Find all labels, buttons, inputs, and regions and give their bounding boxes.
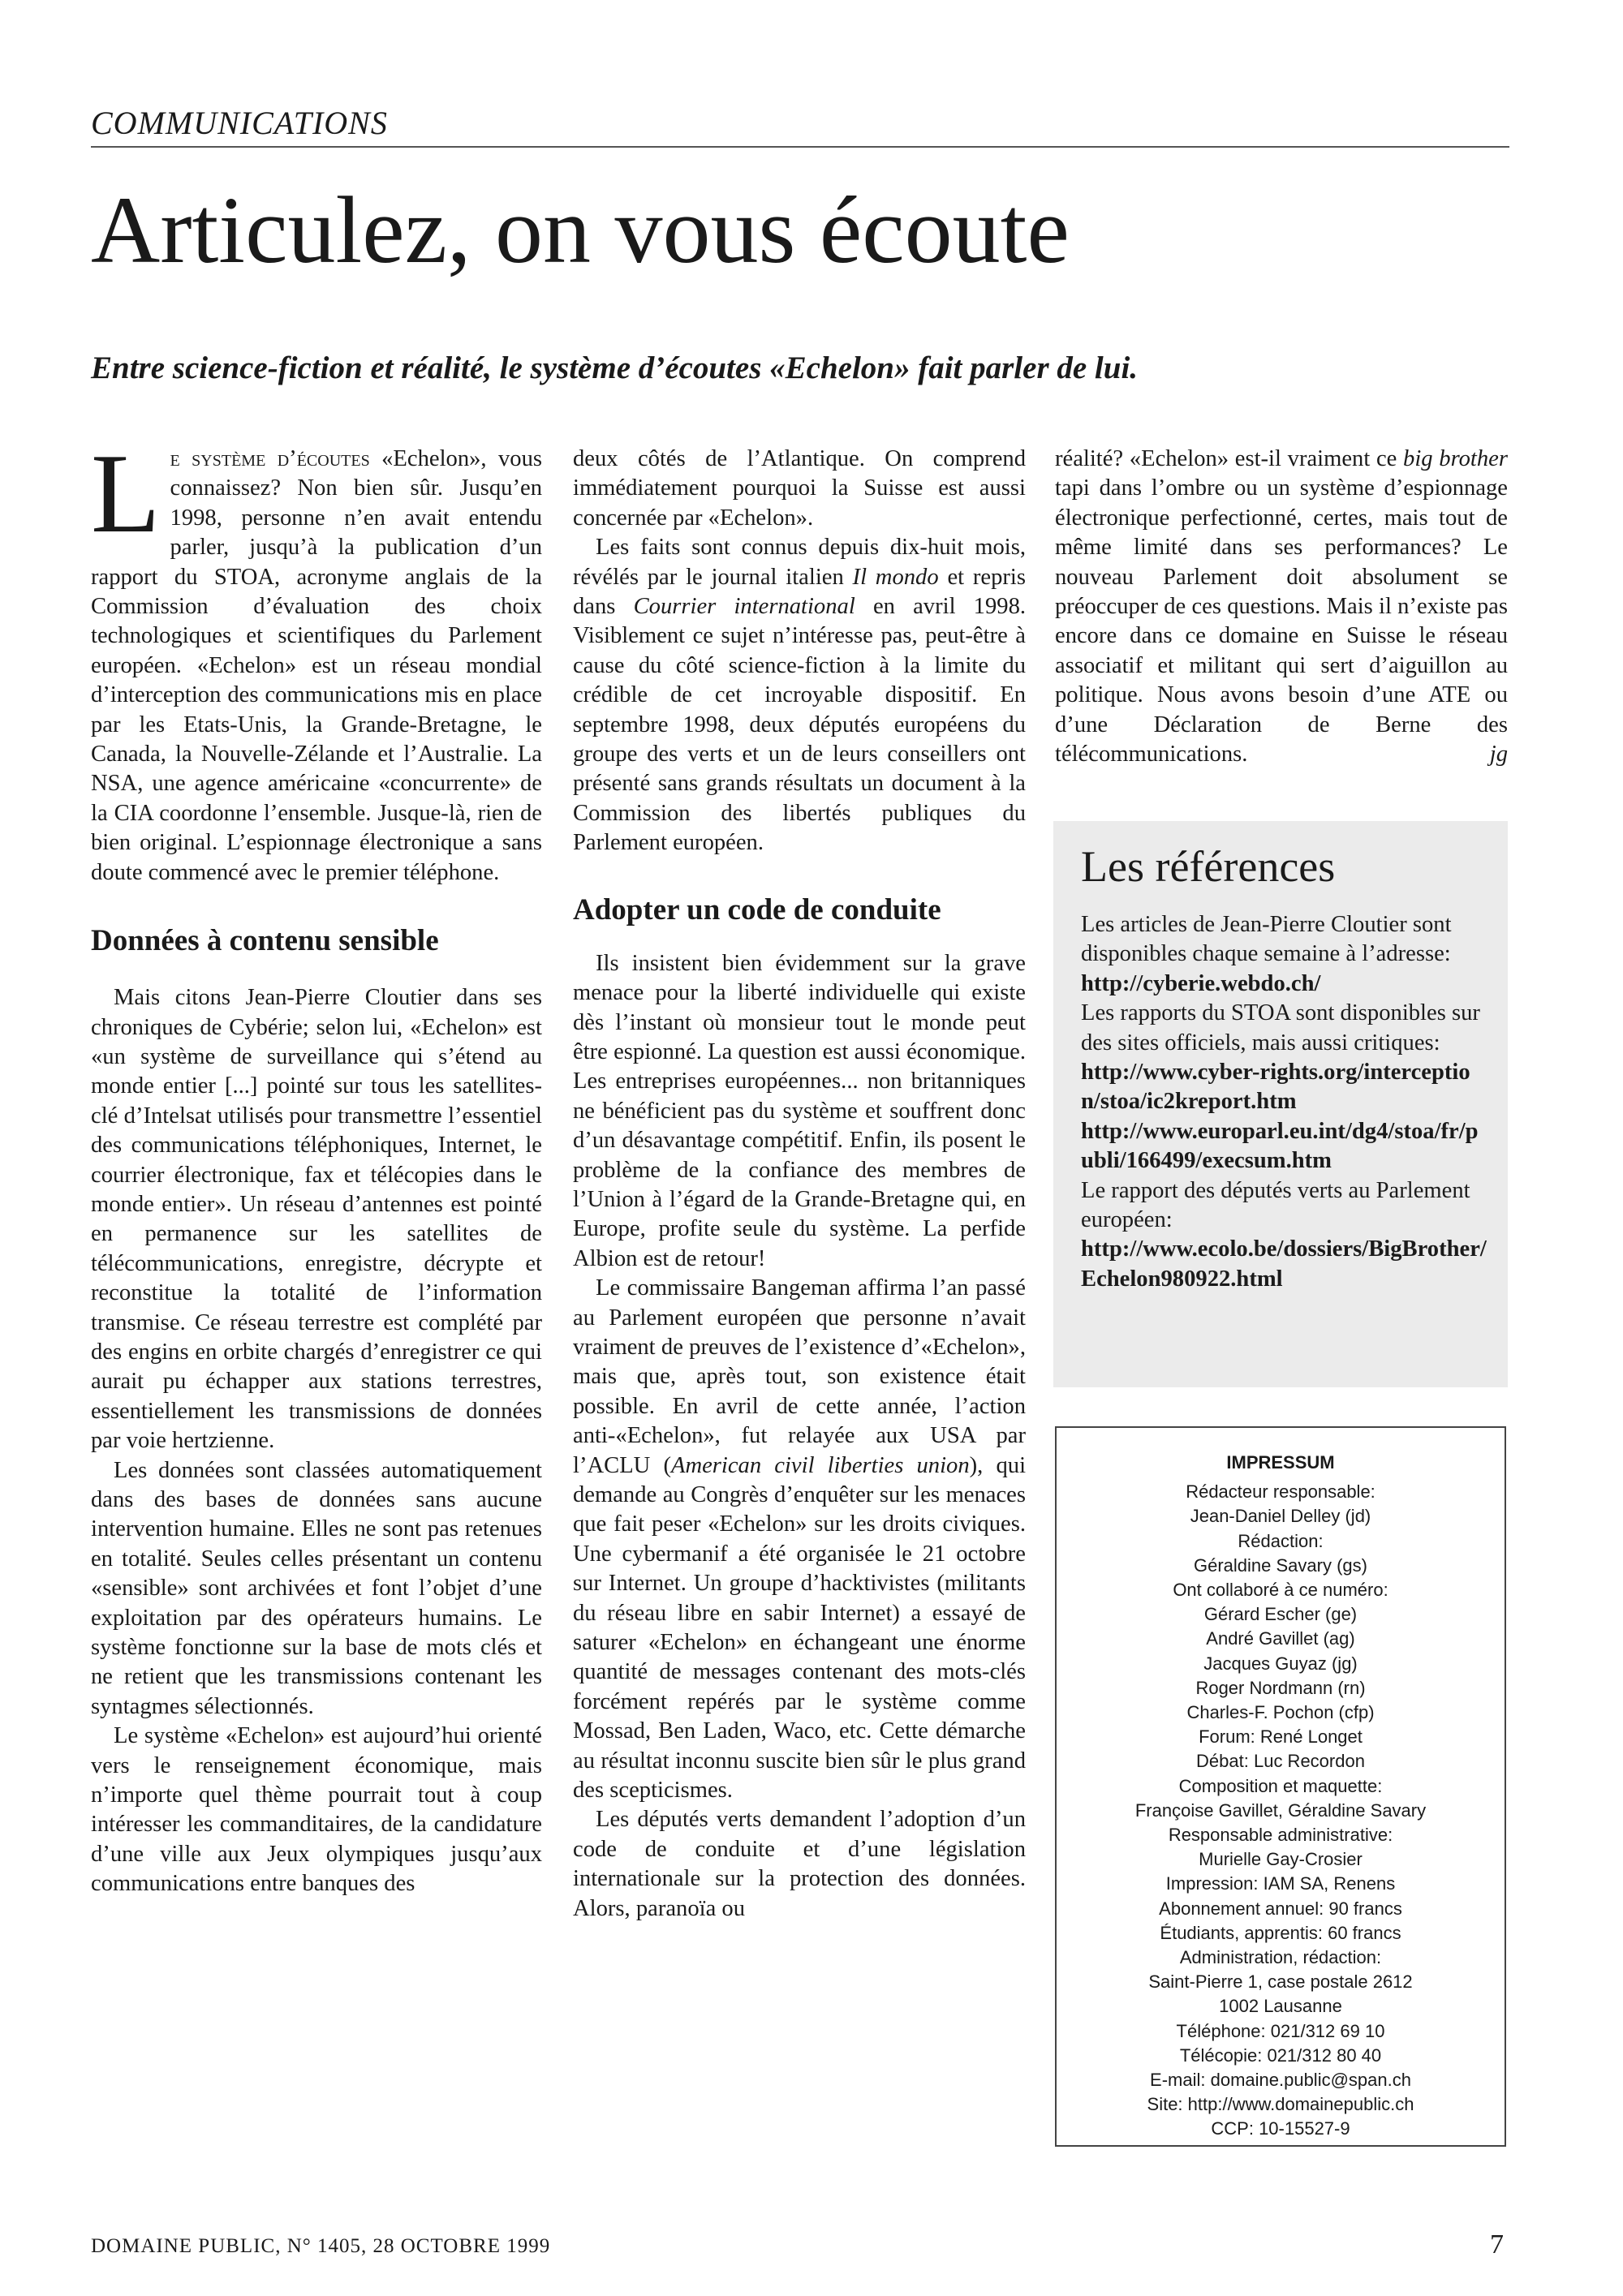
impressum-line: Charles-F. Pochon (cfp) [1186,1702,1375,1723]
impressum-line: Roger Nordmann (rn) [1195,1677,1366,1698]
impressum-line: André Gavillet (ag) [1206,1628,1355,1649]
impressum-line: Impression: IAM SA, Renens [1165,1873,1396,1894]
impressum-line: Téléphone: 021/312 69 10 [1176,2020,1385,2041]
impressum-line: Télécopie: 021/312 80 40 [1179,2044,1382,2066]
subheading: Adopter un code de conduite [573,892,941,927]
impressum-line: Murielle Gay-Crosier [1199,1849,1363,1870]
impressum-heading: IMPRESSUM [1226,1452,1335,1473]
references-text: Les rapports du STOA sont disponibles sur des sites officiels, mais aussi critiques: [1081,1000,1480,1056]
column-3 [1055,445,1508,769]
paragraph: Le commissaire Bangeman affirma l’an passé au Parlement européen que personne n’avait vraiment de preuves de l’existence d’«Echelon», mais que, après tout, son existence était possible. En avril de cette année, l’action anti-«Echelon», fut relayée aux USA par l’ACLU (American civil liberties union), qui demande au Congrès d’enquêter sur les menaces que fait peser «Echelon» sur les droits civiques. Une cybermanif a été organisée le 21 octobre sur Internet. Un groupe d’hacktivistes (militants du réseau libre en sabir Internet) a essayé de saturer «Echelon» en échangeant une énorme quantité de messages contenant des mots-clés forcément repérés par le système comme Mossad, Ben Laden, Waco, etc. Cette démarche au résultat inconnu suscite bien sûr le plus grand des scepticismes. [573,1275,1027,1804]
references-title: Les références [1081,842,1336,891]
paragraph: deux côtés de l’Atlantique. On comprend immédiatement pourquoi la Suisse est aussi concernée par «Echelon». [573,446,1026,531]
impressum-line: Abonnement annuel: 90 francs [1159,1898,1402,1919]
reference-link[interactable]: http://cyberie.webdo.ch/ [1081,970,1321,996]
references-box [1053,821,1508,1387]
section-label: COMMUNICATIONS [91,105,388,141]
reference-link[interactable]: http://www.ecolo.be/dossiers/BigBrother/Echelon980922.html [1081,1236,1487,1292]
references-text: Les articles de Jean-Pierre Cloutier sont disponibles chaque semaine à l’adresse: [1081,912,1452,967]
impressum-line: Rédacteur responsable: [1186,1481,1375,1503]
impressum-line: Gérard Escher (ge) [1203,1604,1358,1625]
impressum-line: Saint-Pierre 1, case postale 2612 [1148,1971,1413,1993]
lead-in: e système d’écoutes [170,446,370,471]
impressum-line: Composition et maquette: [1178,1775,1383,1796]
paragraph: Les députés verts demandent l’adoption d’un code de conduite et d’une législation internationale sur la protection des données. Alors, paranoïa ou [573,1807,1026,1921]
impressum-line: Rédaction: [1238,1530,1324,1551]
impressum-line: 1002 Lausanne [1219,1996,1342,2017]
footer-publication: DOMAINE PUBLIC, N° 1405, 28 OCTOBRE 1999 [91,2235,551,2257]
paragraph: réalité? «Echelon» est-il vraiment ce big brother tapi dans l’ombre ou un système d’espionnage électronique perfectionné, certes, mais tout de même limité dans ses performances? Le nouveau Parlement doit absolument se préoccuper de ces questions. Mais il n’existe pas encore dans ce domaine en Suisse le réseau associatif et militant qui sert d’aiguillon au politique. Nous avons besoin d’une ATE ou d’une Déclaration de Berne des télécommunications. jg [1055,445,1508,769]
references-text: Le rapport des députés verts au Parlement européen: [1081,1177,1470,1233]
impressum-box [1055,1426,1506,2147]
paragraph: Le système «Echelon» est aujourd’hui orienté vers le renseignement économique, mais n’importe quel thème pourrait tout à coup intéresser les commanditaires, de la candidature d’une ville aux Jeux olympiques jusqu’aux communications entre banques des [91,1723,542,1897]
paragraph: Les données sont classées automatiquement dans des bases de données sans aucune intervention humaine. Elles ne sont pas retenues en totalité. Seules celles présentant un contenu «sensible» sont archivées et font l’objet d’une exploitation par des opérateurs humains. Le système fonctionne sur la base de mots clés et ne retient que les transmissions contenant les syntagmes sélectionnés. [91,1457,542,1719]
impressum-line: Forum: René Longet [1199,1726,1363,1748]
column-1 [91,431,542,1899]
header-rule [91,146,1509,148]
impressum-line: Étudiants, apprentis: 60 francs [1160,1922,1401,1943]
impressum-line[interactable]: Site: http://www.domainepublic.ch [1147,2094,1414,2115]
subheading: Données à contenu sensible [91,924,439,958]
impressum-line: Débat: Luc Recordon [1196,1751,1365,1772]
article-lead: Entre science-fiction et réalité, le système d’écoutes «Echelon» fait parler de lui. [91,350,1139,385]
drop-cap: L [91,431,161,557]
paragraph: Les faits sont connus depuis dix-huit mois, révélés par le journal italien Il mondo et repris dans Courrier international en avril 1998. Visiblement ce sujet n’intéresse pas, peut-être à cause du côté science-fiction à la limite du crédible de cet incroyable dispositif. En septembre 1998, deux députés européens du groupe des verts et un de leurs conseillers ont présenté sans grands résultats un document à la Commission des libertés publiques du Parlement européen. [573,535,1027,856]
paragraph [91,431,542,888]
column-2 [573,445,1026,1924]
paragraph: Ils insistent bien évidemment sur la grave menace pour la liberté individuelle qui existe dès l’instant où monsieur tout le monde peut être espionné. La question est aussi économique. Les entreprises européennes... non britanniques ne bénéficient pas du système et souffrent donc d’un désavantage compétitif. Enfin, ils posent le problème de la confiance des membres de l’Union à l’égard de la Grande-Bretagne qui, en Europe, profite seule du système. La perfide Albion est de retour! [573,950,1026,1271]
impressum-line: Jacques Guyaz (jg) [1203,1653,1358,1674]
impressum-line[interactable]: E-mail: domaine.public@span.ch [1150,2070,1411,2091]
reference-link[interactable]: http://www.europarl.eu.int/dg4/stoa/fr/publi/166499/execsum.htm [1081,1118,1479,1174]
impressum-line: Ont collaboré à ce numéro: [1173,1580,1388,1601]
paragraph: Mais citons Jean-Pierre Cloutier dans ses chroniques de Cybérie; selon lui, «Echelon» est «un système de surveillance qui s’étend au monde entier [...] pointé sur tous les satellites-clé d’Intelsat utilisés pour transmettre l’essentiel des communications téléphoniques, Internet, le courrier électronique, fax et télécopies dans le monde entier». Un réseau d’antennes est pointé en permanence sur les satellites de télécommunications, enregistre, décrypte et reconstitue la totalité de l’information transmise. Ce réseau terrestre est complété par des engins en orbite chargés d’enregistrer ce qui aurait pu échapper aux stations terrestres, essentiellement les transmissions de données par voie hertzienne. [91,985,542,1454]
author-signature: jg [1489,742,1508,767]
reference-link[interactable]: http://www.cyber-rights.org/interception/stoa/ic2kreport.htm [1081,1060,1470,1115]
impressum-line: Administration, rédaction: [1179,1947,1382,1968]
impressum-line: Jean-Daniel Delley (jd) [1190,1506,1371,1527]
impressum-line: Responsable administrative: [1168,1825,1393,1846]
paragraph-text: «Echelon», vous connaissez? Non bien sûr. Jusqu’en 1998, personne n’en avait entendu parler, jusqu’à la publication d’un rapport du STOA, acronyme anglais de la Commission d’évaluation des choix technologiques et scientifiques du Parlement européen. «Echelon» est un réseau mondial d’interception des communications mis en place par les Etats-Unis, la Grande-Bretagne, le Canada, la Nouvelle-Zélande et l’Australie. La NSA, une agence américaine «concurrente» de la CIA coordonne l’ensemble. Jusque-là, rien de bien original. L’espionnage électronique a sans doute commencé avec le premier téléphone. [91,446,542,885]
page-number: 7 [1490,2229,1504,2259]
impressum-line: Françoise Gavillet, Géraldine Savary [1134,1799,1427,1821]
article-title: Articulez, on vous écoute [91,177,1070,283]
impressum-line: Géraldine Savary (gs) [1194,1554,1367,1576]
impressum-line: CCP: 10-15527-9 [1211,2118,1350,2139]
